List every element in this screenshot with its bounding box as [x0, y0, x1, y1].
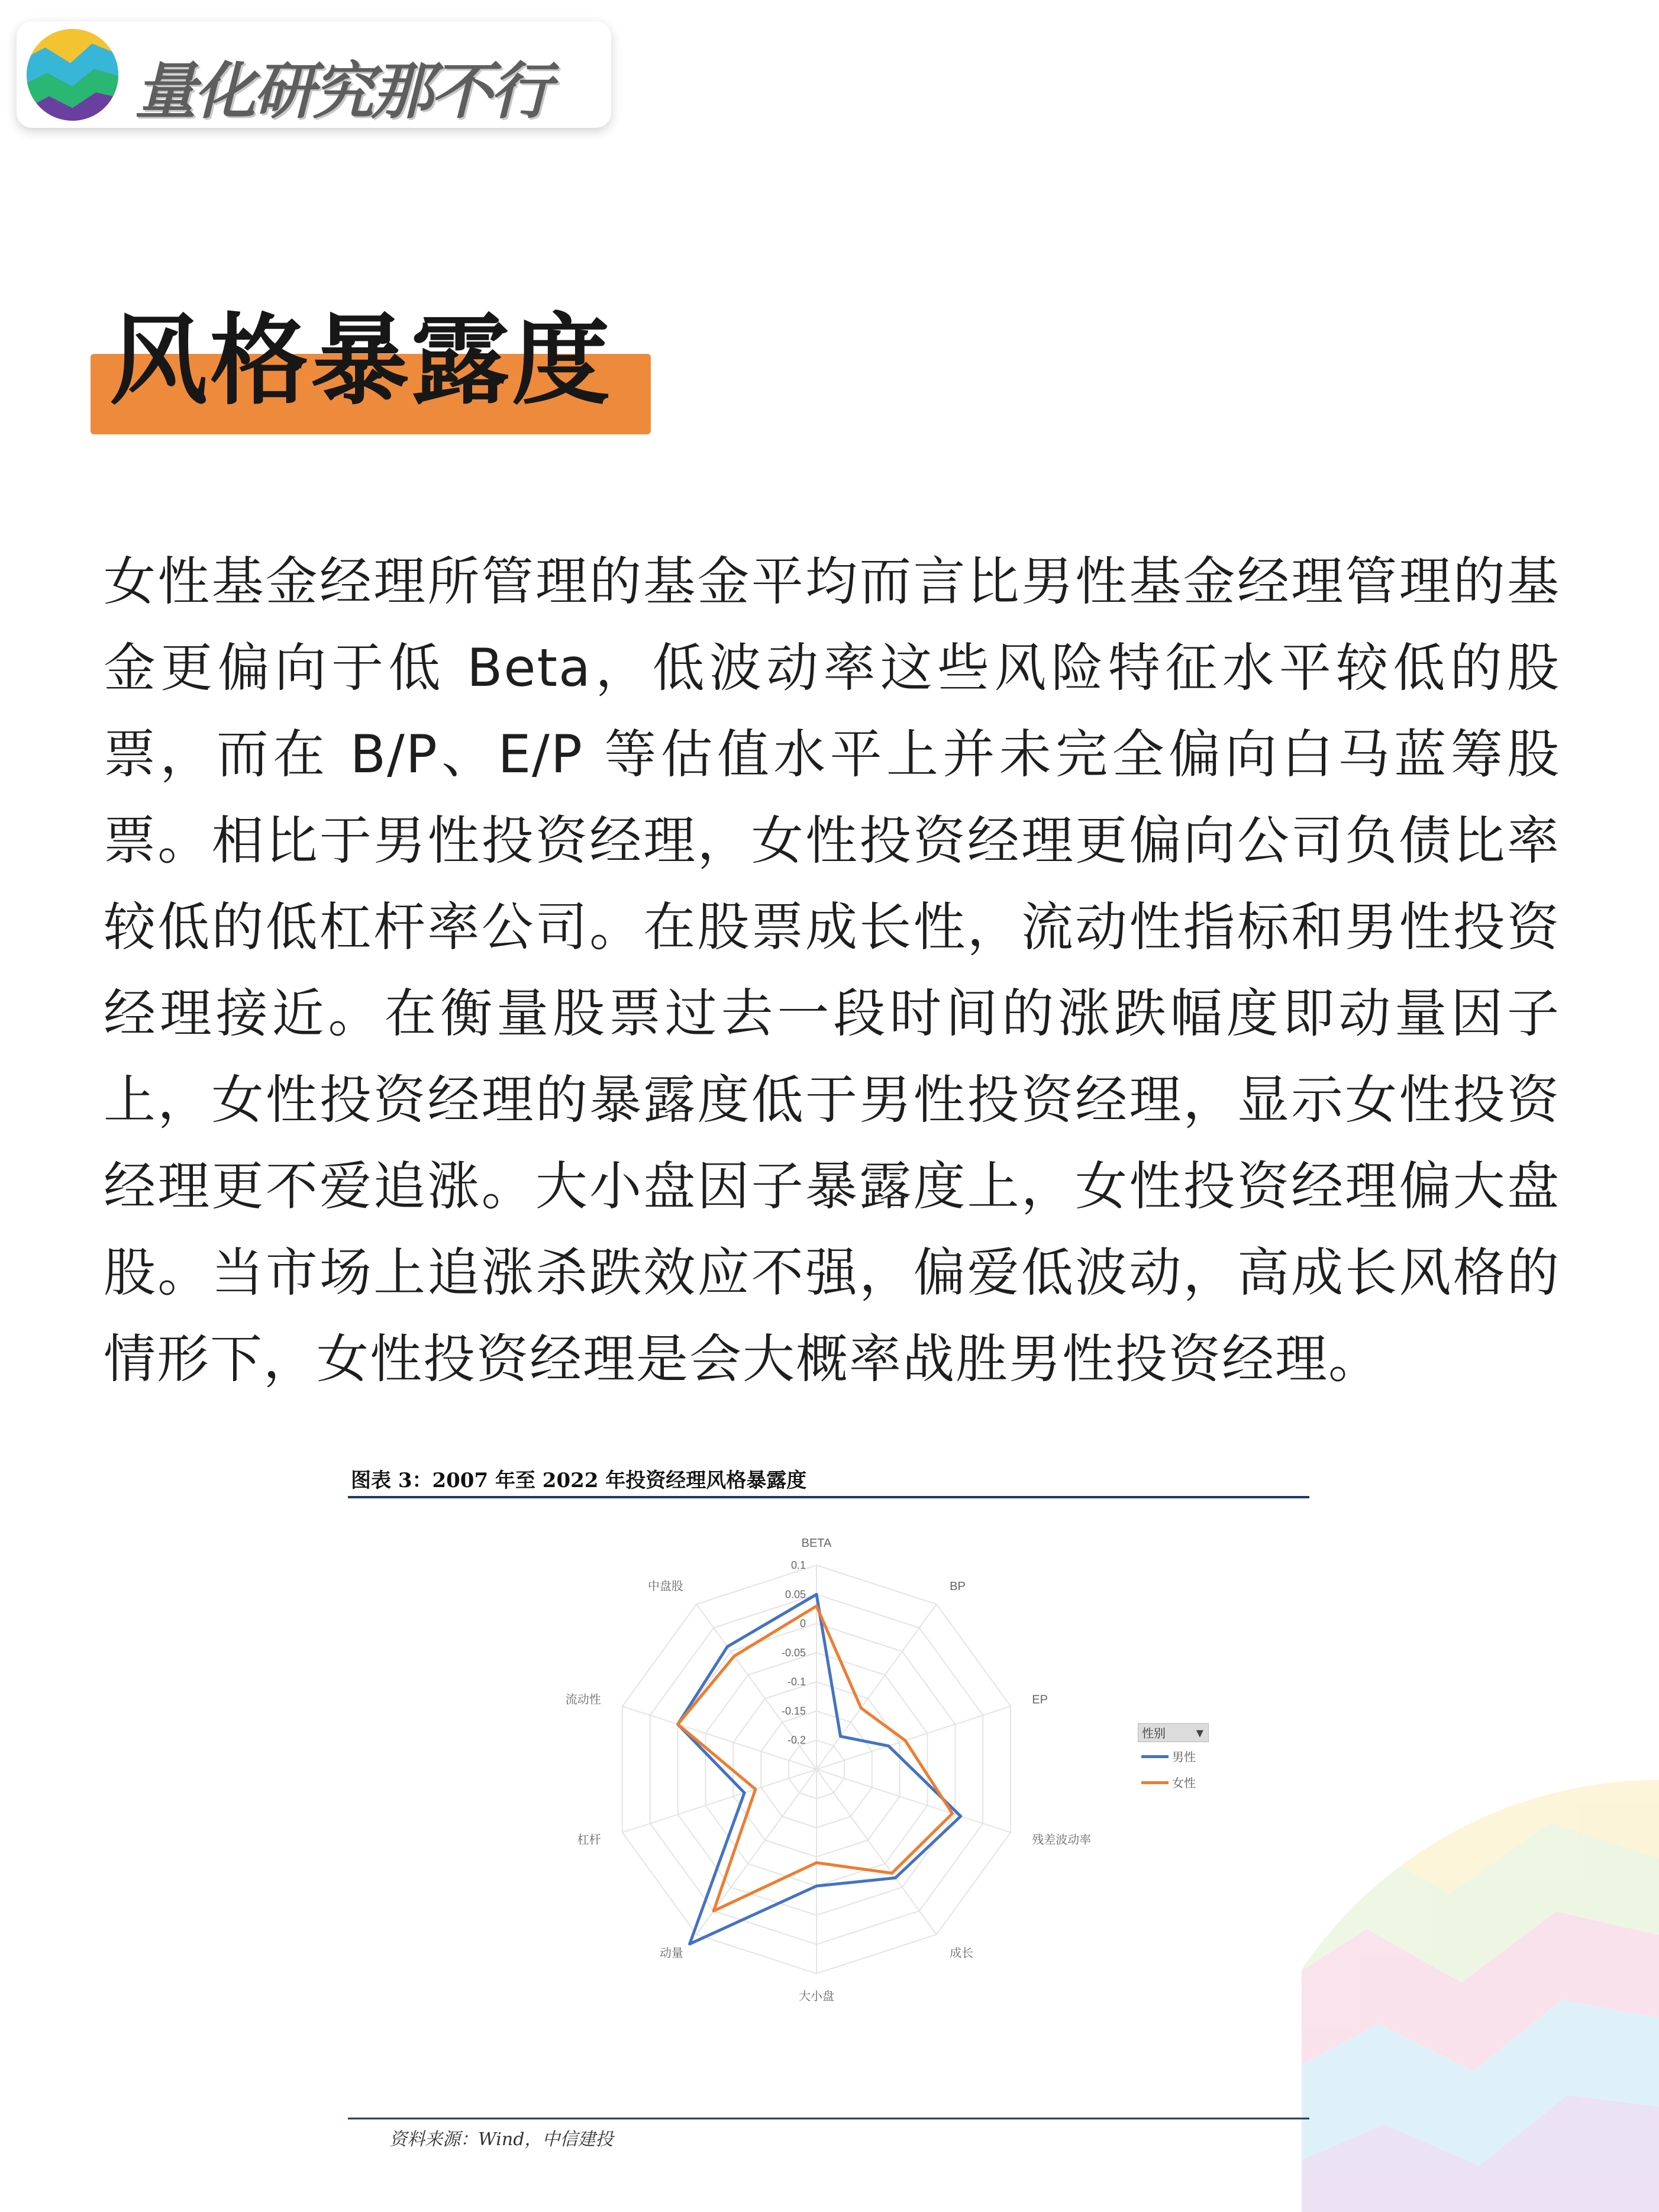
tick-label: 0: [799, 1617, 806, 1630]
axis-label: 成长: [950, 1946, 974, 1960]
series-polygons: [678, 1594, 961, 1944]
legend-swatch: [1141, 1755, 1169, 1758]
decorative-corner-graphic: [1302, 1775, 1659, 2212]
axis-label: 动量: [659, 1946, 683, 1960]
dropdown-arrow-icon: ▼: [1196, 1727, 1203, 1739]
axis-label: 大小盘: [799, 1990, 834, 2003]
legend-title: 性别: [1142, 1726, 1166, 1740]
page-title: 风格暴露度: [109, 304, 612, 418]
axis-labels: [566, 1537, 1092, 2003]
brand-name: 量化研究那不行: [135, 55, 550, 127]
axis-label: EP: [1032, 1693, 1048, 1707]
figure-title: 图表 3：2007 年至 2022 年投资经理风格暴露度: [351, 1469, 807, 1492]
tick-label: -0.1: [787, 1676, 806, 1688]
radar-grid: [622, 1565, 1011, 1974]
figure-source: 资料来源：Wind，中信建投: [389, 2129, 614, 2150]
grid-spoke: [816, 1769, 1011, 1833]
legend: [1138, 1723, 1221, 1794]
legend-filter-field[interactable]: [1138, 1723, 1209, 1742]
tick-label: 0.05: [785, 1588, 806, 1601]
brand-logo-icon: [24, 26, 121, 124]
legend-label: 女性: [1172, 1776, 1196, 1790]
tick-label: -0.05: [781, 1646, 806, 1659]
axis-label: BP: [950, 1580, 966, 1594]
tick-label: 0.1: [790, 1559, 806, 1571]
legend-item-female: [1138, 1769, 1221, 1794]
brand-badge: [17, 21, 611, 128]
figure: [348, 1455, 1312, 2156]
body-paragraph: 女性基金经理所管理的基金平均而言比男性基金经理管理的基金更偏向于低 Beta，低波动率这些风险特征水平较低的股票，而在 B/P、E/P 等估值水平上并未完全偏向白马蓝筹股票。相比于男性投资经理，女性投资经理更偏向公司负债比率较低的低杠杆率公司。在股票成长性，流动性指标和男性投资经理接近。在衡量股票过去一段时间的涨跌幅度即动量因子上，女性投资经理的暴露度低于男性投资经理，显示女性投资经理更不爱追涨。大小盘因子暴露度上，女性投资经理偏大盘股。当市场上追涨杀跌效应不强，偏爱低波动，高成长风格的情形下，女性投资经理是会大概率战胜男性投资经理。: [104, 551, 1560, 1389]
legend-item-male: [1138, 1743, 1221, 1768]
grid-spoke: [622, 1769, 816, 1833]
axis-label: 流动性: [565, 1693, 601, 1707]
axis-label: 中盘股: [647, 1580, 683, 1594]
axis-label: BETA: [801, 1537, 832, 1550]
tick-label: -0.15: [781, 1705, 806, 1717]
legend-swatch: [1141, 1781, 1169, 1784]
tick-label: -0.2: [787, 1734, 806, 1746]
axis-label: 杠杆: [577, 1833, 601, 1847]
axis-label: 残差波动率: [1032, 1833, 1092, 1847]
legend-label: 男性: [1172, 1750, 1196, 1764]
radar-chart: [348, 1455, 1312, 2156]
